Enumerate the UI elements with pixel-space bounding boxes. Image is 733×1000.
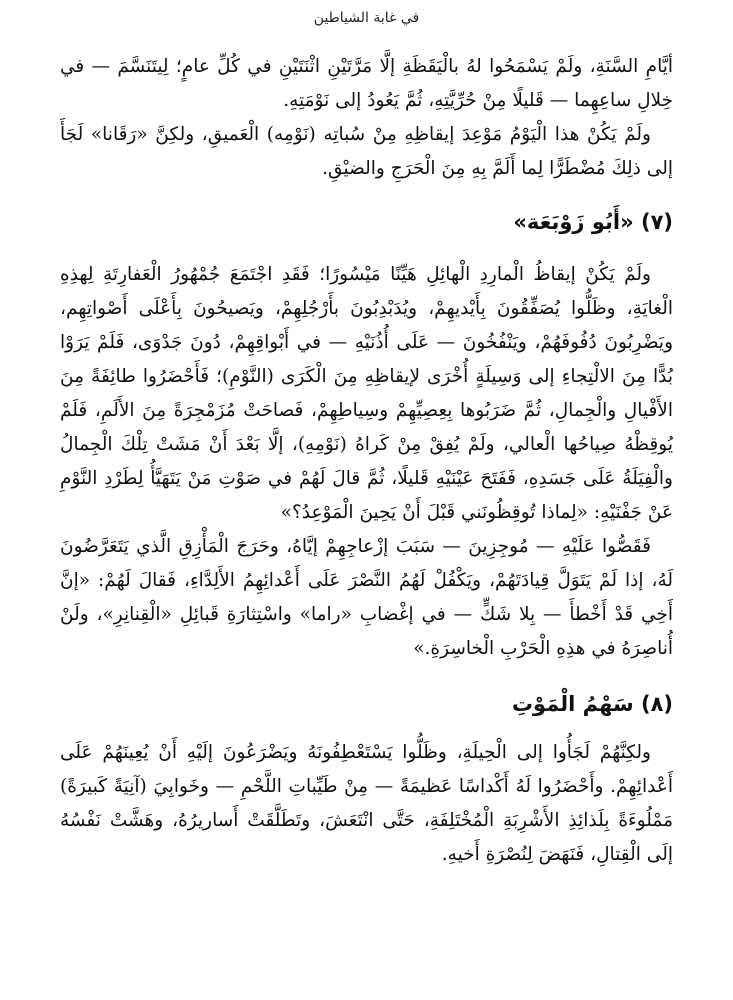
paragraph: ولكِنَّهُمْ لَجَأُوا إلى الْحِيلَةِ، وظَلُّوا يَسْتَعْطِفُونَهُ ويَضْرَعُونَ إلَيْهِ أَنْ يُعِينَهُمْ عَلَى أَعْدائِهِمْ. وأَحْضَرُوا لَهُ أَكْداسًا عَظيمَةً — مِنْ طَيِّباتِ اللَّحْمِ — وخَوابِيَ (آنِيَةً كَبيرَةً) مَمْلُوءَةً بِلَذائِذِ الأَشْرِبَةِ الْمُخْتَلِفَةِ، حَتَّى انْتَعَشَ، وتَطَلَّقَتْ أَساريرُهُ، وهَشَّتْ نَفْسُهُ إلَى الْقِتالِ، فَنَهَضَ لِنُصْرَةِ أَخيهِ. xyxy=(60,742,673,865)
page-body xyxy=(60,50,673,872)
section-heading-8: (٨) سَهْمُ الْمَوْتِ xyxy=(511,692,673,716)
running-header: في غابة الشياطين xyxy=(313,10,420,26)
paragraph: فَقَصُّوا عَلَيْهِ — مُوجِزِينَ — سَبَبَ إزْعاجِهِمْ إيَّاهُ، وحَرَجَ الْمَأْزِقِ الَّذي يَتَعَرَّضُونَ لَهُ، إذا لَمْ يَتَوَلَّ قِيادَتَهُمْ، ويَكْفُلْ لَهُمُ النَّصْرَ عَلَى أَعْدائِهِمُ الأَلِدَّاءِ، فَقالَ لَهُمْ: «إنَّ أَخِي قَدْ أَخْطأَ — بِلا شَكٍّ — في إغْضابِ «راما» واسْتِثارَةِ قَبائِلِ «الْقِنانِرِ»، ولَنْ أُناصِرَهُ في هذِهِ الْحَرْبِ الْخاسِرَةِ.» xyxy=(60,536,673,659)
section-heading-7: (٧) «أَبُو زَوْبَعَة» xyxy=(513,210,673,234)
paragraph: ولَمْ يَكُنْ هذا الْيَوْمُ مَوْعِدَ إيقاظِهِ مِنْ سُباتِه (نَوْمِه) الْعَميقِ، ولكِنَّ «رَقَانا» لَجَأَ إلى ذلِكَ مُضْطَرًّا لِما أَلَمَّ بِهِ مِنَ الْحَرَجِ والضيْقِ. xyxy=(60,124,673,179)
paragraph: ولَمْ يَكُنْ إيقاظُ الْمارِدِ الْهائِلِ هَيِّنًا مَيْسُورًا؛ فَقَدِ اجْتَمَعَ جُمْهُورُ الْعَفارِتَةِ لِهذِهِ الْغايَةِ، وظَلُّوا يُصَفِّقُونَ بِأَيْديهِمْ، ويُدَبْدِبُونَ بأَرْجُلِهِمْ، ويَصيحُونَ بِأَعْلَى أَصْواتِهِم، ويَضْرِبُونَ دُفُوفَهُمْ، ويَنْفُخُونَ — عَلَى أُذُنَيْهِ — في أَبْواقِهِمْ، دُونَ جَدْوَى، فَلَمْ يَرَوْا بُدًّا مِنَ الالْتِجاءِ إلى وَسِيلَةٍ أُخْرَى لإيقاظِهِ مِنَ الْكَرَى (النَّوْمِ)؛ فَأَحْضَرُوا طائِفَةً مِنَ الأَفْيالِ والْجِمالِ، ثُمَّ ضَرَبُوها بِعِصِيِّهِمْ وسِياطِهِمْ، فَصاحَتْ مُزَمْجِرَةً مِنَ الأَلَمِ، فَلَمْ يُوقِظْهُ صِياحُها الْعالي، ولَمْ يُفِقْ مِنْ كَراهُ (نَوْمِهِ)، إلَّا بَعْدَ أَنْ مَشَتْ تِلْكَ الْجِمالُ والْفِيَلَةُ عَلَى جَسَدِهِ، فَفَتَحَ عَيْنَيْهِ قَليلًا، ثُمَّ قالَ لَهُمْ في صَوْتِ مَنْ يَتَهَيَّأُ لِطَرْدِ النَّوْمِ عَنْ جَفْنَيْهِ: «لِماذا تُوقِظُونَني قَبْلَ أَنْ يَحِينَ الْمَوْعِدُ؟» xyxy=(60,264,673,523)
paragraph-continued: أيَّامِ السَّنَةِ، ولَمْ يَسْمَحُوا لهُ بالْيَقَظَةِ إلَّا مَرَّتَيْنِ اثْنَتَيْنِ في كُلِّ عامٍ؛ لِيتَنَسَّمَ — في خِلالِ ساعِهِما — قَليلًا مِنْ حُرِّيَّتِهِ، ثُمَّ يَعُودُ إلى نَوْمَتِهِ. xyxy=(60,56,673,111)
